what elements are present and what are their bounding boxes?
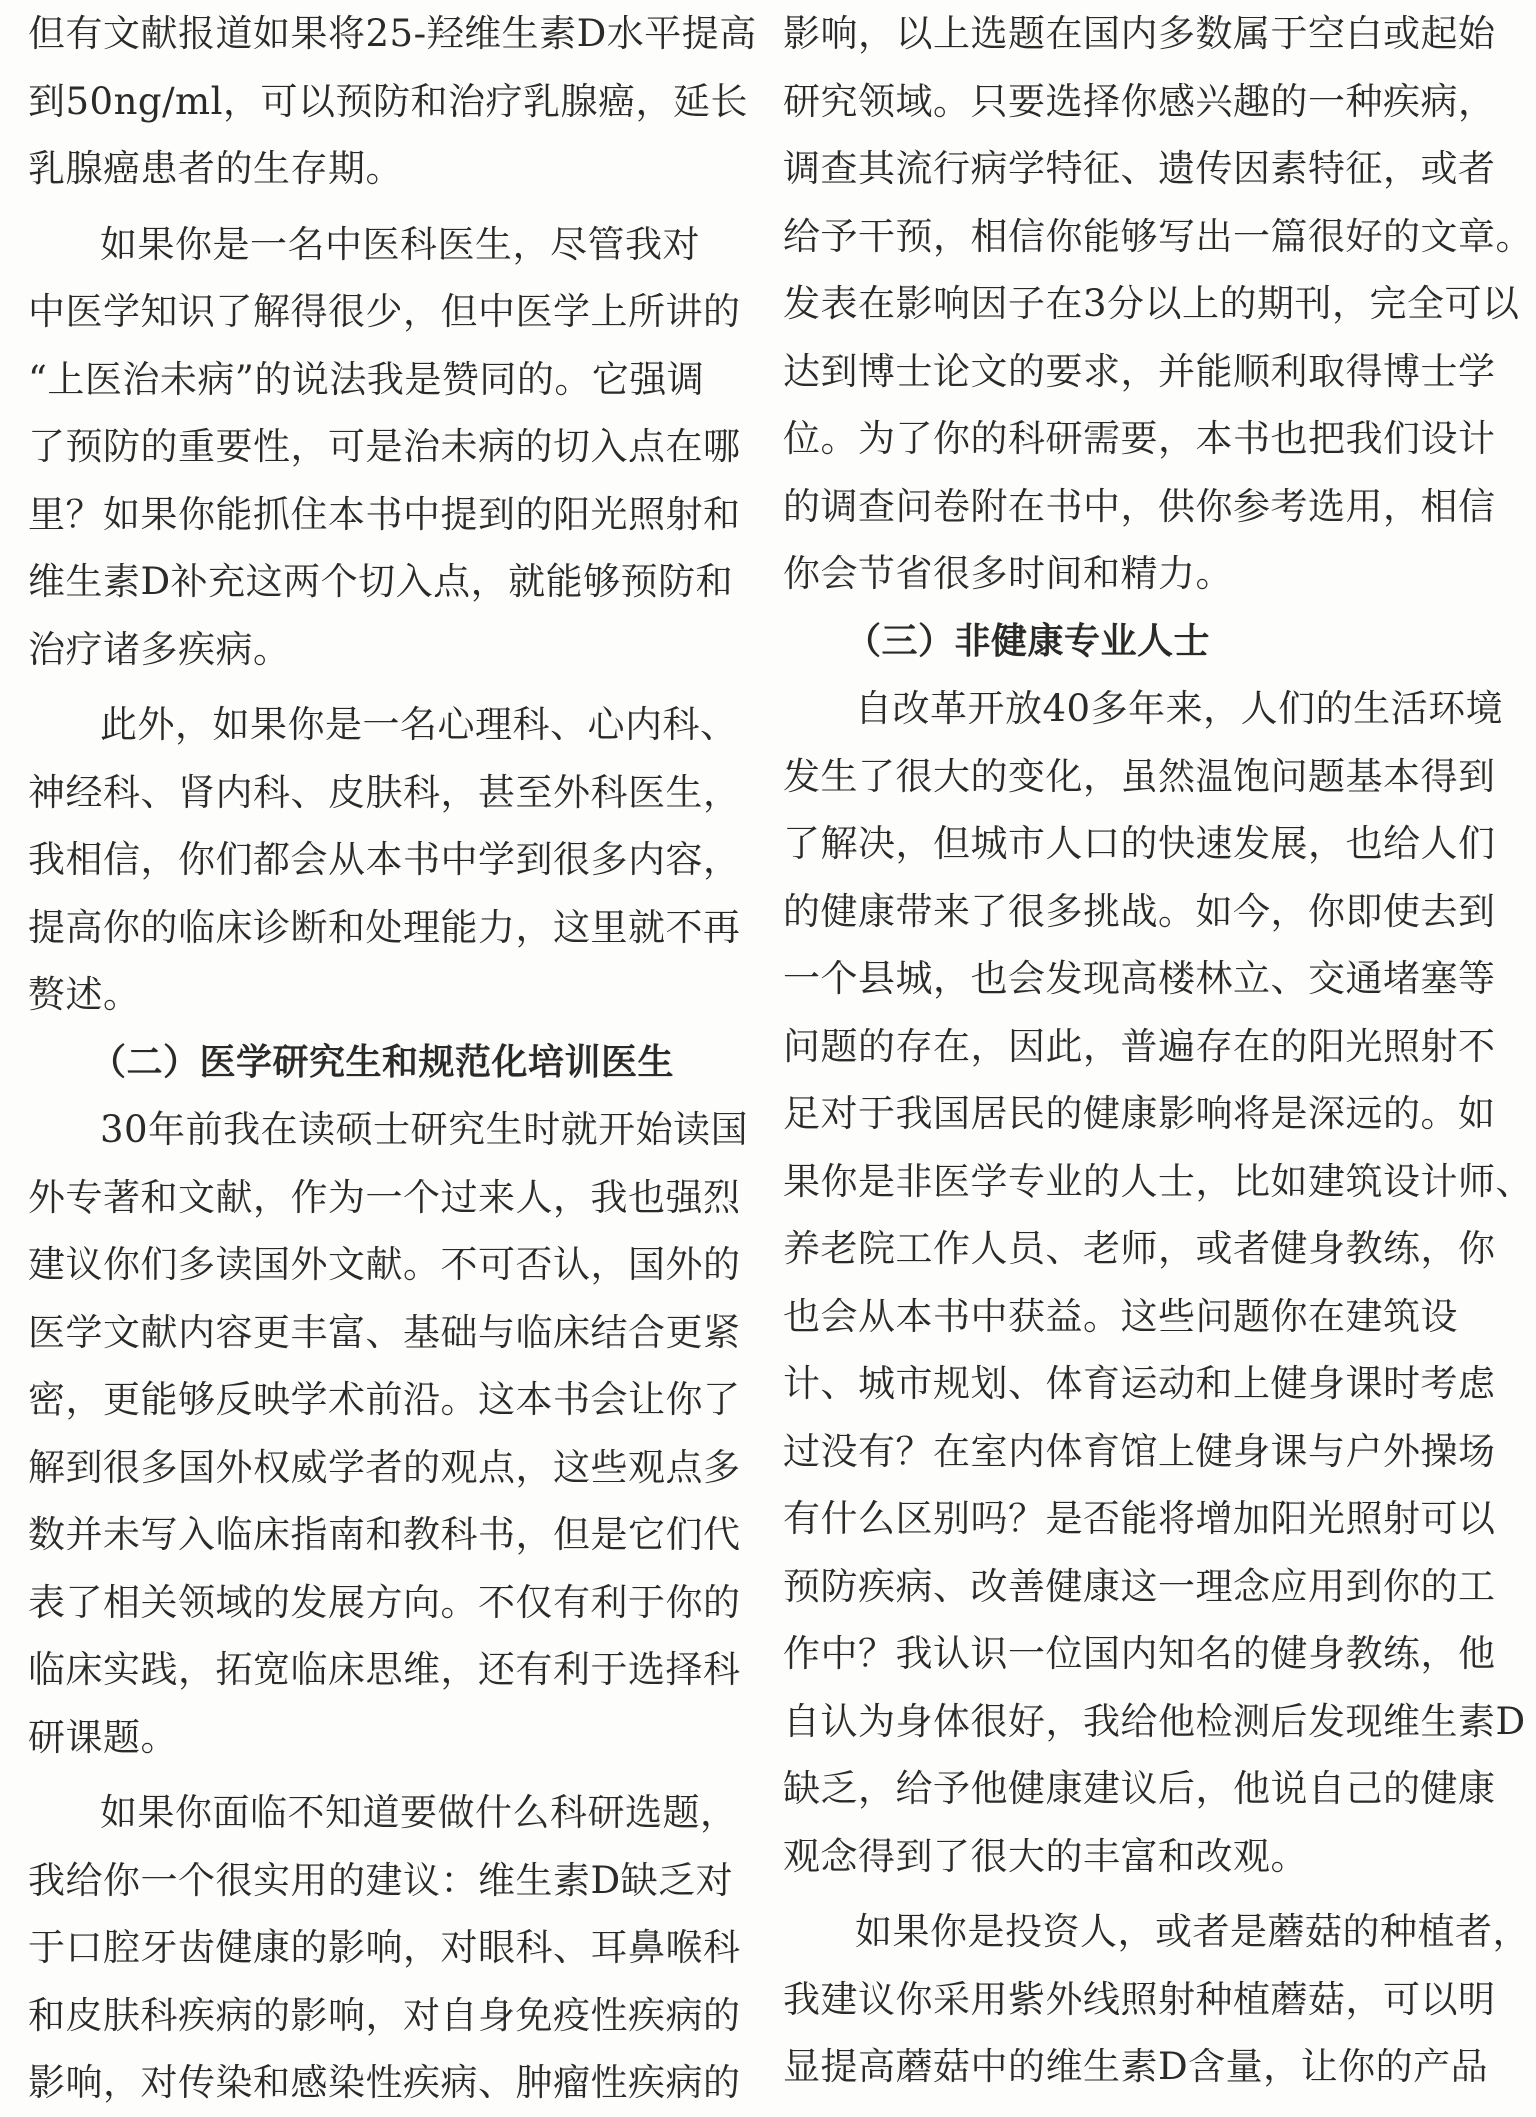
text-line: 密，更能够反映学术前沿。这本书会让你了: [28, 1378, 741, 1421]
left-column: [28, 0, 758, 2117]
text-line: 赘述。: [28, 973, 141, 1016]
text-line: 我建议你采用紫外线照射种植蘑菇，可以明: [783, 1977, 1496, 2021]
text-line: 外专著和文献，作为一个过来人，我也强烈: [28, 1175, 741, 1219]
text-line: 给予干预，相信你能够写出一篇很好的文章。: [783, 214, 1533, 258]
text-line: 如果你是一名中医科医生，尽管我对: [100, 222, 700, 266]
text-line: 的调查问卷附在书中，供你参考选用，相信: [783, 484, 1496, 528]
text-line: 建议你们多读国外文献。不可否认，国外的: [28, 1243, 741, 1286]
paragraph-research-topics: [28, 1779, 758, 2117]
text-line: 如果你是投资人，或者是蘑菇的种植者，: [855, 1910, 1530, 1953]
text-line: 过没有？在室内体育馆上健身课与户外操场: [783, 1429, 1496, 1473]
text-line: 神经科、肾内科、皮肤科，甚至外科医生，: [28, 770, 741, 814]
text-line: 治疗诸多疾病。: [28, 627, 291, 671]
paragraph-research-continued: [783, 0, 1533, 608]
paragraph-environment-change: [783, 675, 1533, 1890]
text-line: 的健康带来了很多挑战。如今，你即使去到: [783, 889, 1496, 933]
text-line: 调查其流行病学特征、遗传因素特征，或者: [783, 147, 1496, 190]
text-line: 计、城市规划、体育运动和上健身课时考虑: [783, 1362, 1496, 1405]
text-line: 一个县城，也会发现高楼林立、交通堵塞等: [783, 957, 1496, 1000]
section-heading-non-health: （三）非健康专业人士: [845, 619, 1211, 662]
paragraph-mushroom-investors: [783, 1898, 1530, 2101]
text-line: 表了相关领域的发展方向。不仅有利于你的: [28, 1580, 741, 1624]
text-line: 乳腺癌患者的生存期。: [28, 147, 403, 190]
text-line: 足对于我国居民的健康影响将是深远的。如: [783, 1092, 1496, 1135]
text-line: 达到博士论文的要求，并能顺利取得博士学: [783, 349, 1496, 393]
text-line: 问题的存在，因此，普遍存在的阳光照射不: [783, 1024, 1496, 1068]
paragraph-breast-cancer: [28, 0, 758, 203]
text-line: 自认为身体很好，我给他检测后发现维生素D: [783, 1699, 1526, 1743]
text-line: 位。为了你的科研需要，本书也把我们设计: [783, 417, 1496, 460]
text-line: 此外，如果你是一名心理科、心内科、: [100, 703, 738, 746]
text-line: 你会节省很多时间和精力。: [783, 552, 1233, 595]
text-line: 有什么区别吗？是否能将增加阳光照射可以: [783, 1497, 1496, 1540]
text-line: 观念得到了很大的丰富和改观。: [783, 1834, 1308, 1878]
text-line: 自改革开放40多年来，人们的生活环境: [855, 687, 1504, 730]
text-line: 里？如果你能抓住本书中提到的阳光照射和: [28, 492, 741, 536]
text-line: 养老院工作人员、老师，或者健身教练，你: [783, 1227, 1496, 1270]
text-line: 我相信，你们都会从本书中学到很多内容，: [28, 838, 741, 881]
text-line: 到50ng/ml，可以预防和治疗乳腺癌，延长: [28, 79, 748, 123]
text-line: 了解决，但城市人口的快速发展，也给人们: [783, 822, 1496, 865]
paragraph-tcm-doctor: [28, 211, 758, 684]
text-line: 我给你一个很实用的建议：维生素D缺乏对: [28, 1858, 734, 1902]
text-line: 预防疾病、改善健康这一理念应用到你的工: [783, 1564, 1496, 1608]
text-line: 了预防的重要性，可是治未病的切入点在哪: [28, 425, 741, 468]
text-line: 显提高蘑菇中的维生素D含量，让你的产品: [783, 2045, 1489, 2088]
section-heading-graduates: （二）医学研究生和规范化培训医生: [90, 1040, 675, 1083]
text-line: 发生了很大的变化，虽然温饱问题基本得到: [783, 754, 1496, 798]
text-line: 和皮肤科疾病的影响，对自身免疫性疾病的: [28, 1993, 741, 2037]
text-line: 数并未写入临床指南和教科书，但是它们代: [28, 1513, 741, 1556]
text-line: 作中？我认识一位国内知名的健身教练，他: [783, 1632, 1496, 1675]
text-line: 如果你面临不知道要做什么科研选题，: [100, 1791, 738, 1834]
text-line: 研课题。: [28, 1715, 178, 1759]
text-line: “上医治未病”的说法我是赞同的。它强调: [28, 357, 705, 401]
text-line: 维生素D补充这两个切入点，就能够预防和: [28, 560, 734, 603]
text-line: 中医学知识了解得很少，但中医学上所讲的: [28, 290, 741, 333]
text-line: 缺乏，给予他健康建议后，他说自己的健康: [783, 1767, 1496, 1810]
paragraph-other-specialists: [28, 691, 758, 1029]
text-line: 影响，以上选题在国内多数属于空白或起始: [783, 12, 1496, 55]
text-line: 30年前我在读硕士研究生时就开始读国: [100, 1108, 749, 1151]
text-line: 果你是非医学专业的人士，比如建筑设计师、: [783, 1159, 1533, 1203]
text-line: 影响，对传染和感染性疾病、肿瘤性疾病的: [28, 2061, 741, 2104]
text-line: 但有文献报道如果将25-羟维生素D水平提高: [28, 12, 757, 55]
paragraph-foreign-literature: [28, 1096, 758, 1771]
text-line: 研究领域。只要选择你感兴趣的一种疾病，: [783, 79, 1496, 123]
text-line: 也会从本书中获益。这些问题你在建筑设: [783, 1294, 1458, 1338]
text-line: 发表在影响因子在3分以上的期刊，完全可以: [783, 282, 1520, 325]
text-line: 医学文献内容更丰富、基础与临床结合更紧: [28, 1310, 741, 1354]
text-line: 解到很多国外权威学者的观点，这些观点多: [28, 1445, 741, 1489]
text-line: 临床实践，拓宽临床思维，还有利于选择科: [28, 1648, 741, 1691]
right-column: [783, 0, 1533, 2101]
text-line: 提高你的临床诊断和处理能力，这里就不再: [28, 905, 741, 949]
text-line: 于口腔牙齿健康的影响，对眼科、耳鼻喉科: [28, 1926, 741, 1969]
